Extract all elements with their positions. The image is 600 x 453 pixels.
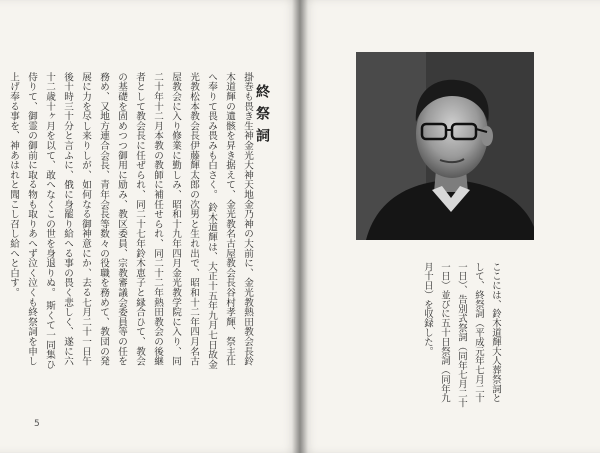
portrait-photo [356, 52, 534, 240]
book-gutter [292, 0, 308, 453]
section-title: 終祭詞 [254, 84, 270, 150]
prayer-body-text: 掛巻も畏き生神金光大神天地金乃神の大前に、金光教熱田教会長鈴木道輝の遺骸を昇き据えて、金光教名古屋教会長谷村孝輝、祭主仕へ奉りて畏み畏みも白さく。 鈴木道輝は、大正十五年九月七日故金光教松本教会長伊藤輝太郎の次男と生れ出で、昭和十二年四月名古屋教会に入り修業に勤しみ、昭和十九年四月金光教学院に入り、同二十年十二月本教の教師に補任せられ、同二十二年熱田教会の後継者として教会長に任ぜられ、同二十七年鈴木恵子と縁合ひて、教会の基礎を固めつつ御用に励み、教区委員、宗教審議会委員等の任を務め、又地方連合会長、青年会長等数々の役職を務めて、教団の発展に力を尽し来りしが、如何なる御神意にか、去る七月二十一日午後十時三十分と言ふに、俄に身罷り給へる事の畏く悲しく、遂に六十二歳十ヶ月を以て、敢へなくこの世を身退りぬ。 斯くて一同集ひ侍りて、御霊の御前に取る物も取りあへず泣く泣くも終祭詞を申し上げ奉る事を、神あはれと聞こし召し給へと白す。 [8, 72, 253, 370]
portrait-figure-icon [356, 52, 534, 240]
page-number: 5 [34, 419, 40, 429]
photo-caption-text: ここには、鈴木道輝大人葬祭詞として、終祭詞（平成元年七月二十一日）、告別式祭詞（同年七月二十一日）並びに五十日祭詞（同年九月十日）を収録した。 [422, 262, 501, 408]
